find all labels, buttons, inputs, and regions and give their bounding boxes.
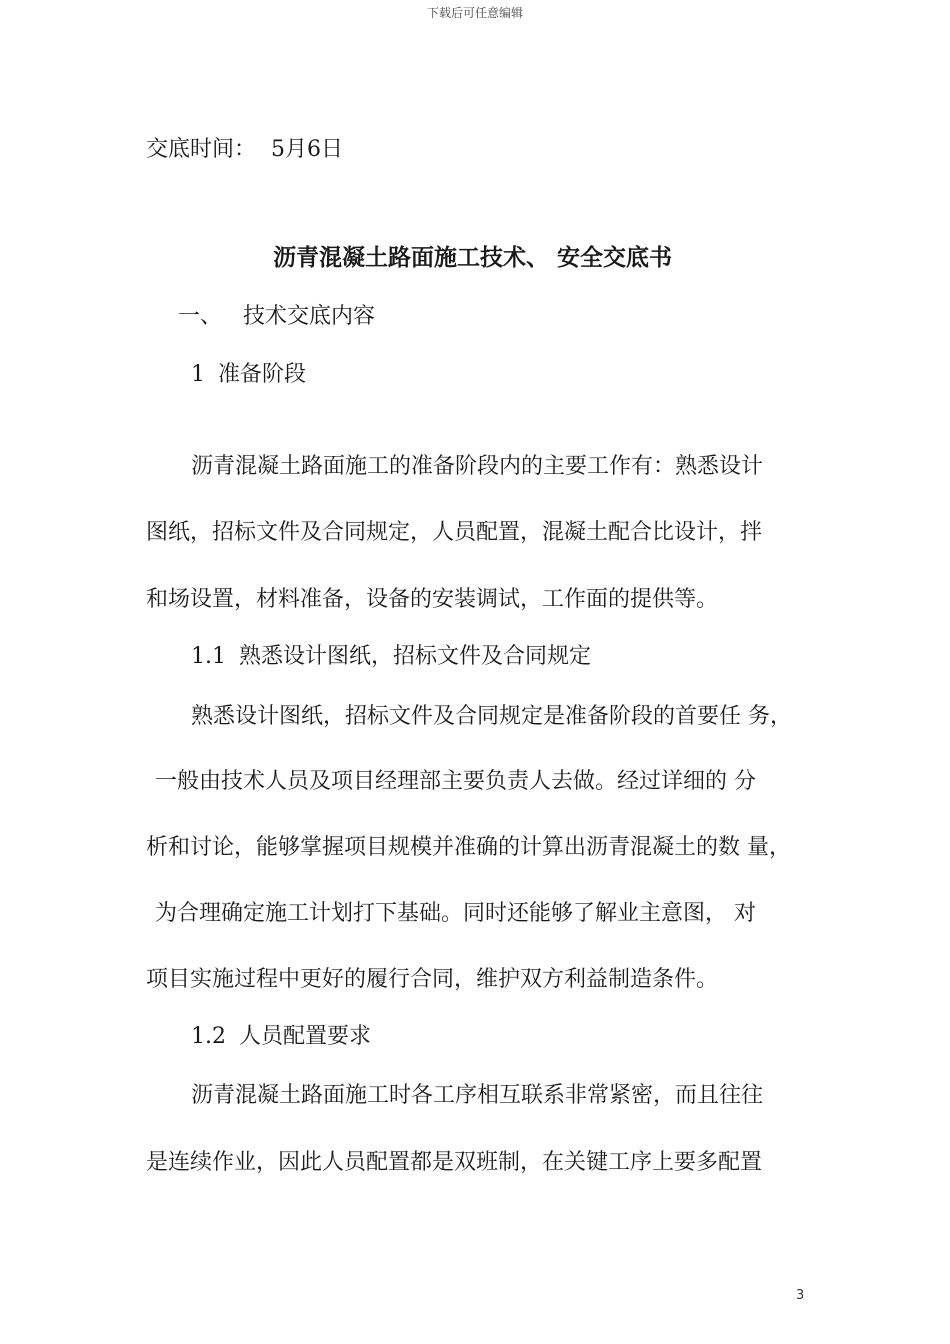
document-title: 沥青混凝土路面施工技术、 安全交底书	[273, 245, 673, 271]
paragraph-2-line-1: 熟悉设计图纸，招标文件及合同规定是准备阶段的首要任 务，	[191, 704, 792, 729]
subsection-heading-text: 人员配置要求	[239, 1024, 372, 1049]
subsection-number: 1.1	[191, 644, 226, 669]
date-line	[146, 135, 343, 165]
paragraph-2-line-5: 项目实施过程中更好的履行合同，维护双方利益制造条件。	[146, 967, 719, 992]
subsection-heading-1-1	[191, 642, 591, 672]
page-number: 3	[796, 1288, 805, 1303]
paragraph-2-line-3: 析和讨论，能够掌握项目规模并准确的计算出沥青混凝土的数 量，	[146, 835, 791, 860]
paragraph-3-line-1: 沥青混凝土路面施工时各工序相互联系非常紧密，而且往往	[191, 1083, 764, 1108]
subsection-number: 1	[191, 362, 205, 387]
subsection-heading-text: 熟悉设计图纸，招标文件及合同规定	[239, 644, 592, 669]
subsection-heading-1	[191, 360, 306, 390]
section-heading-text: 技术交底内容	[243, 304, 376, 329]
paragraph-2-line-2: 一般由技术人员及项目经理部主要负责人去做。经过详细的 分	[155, 769, 756, 794]
date-value: 5月6日	[271, 137, 344, 162]
paragraph-3-line-2: 是连续作业，因此人员配置都是双班制，在关键工序上要多配置	[146, 1150, 763, 1175]
date-label: 交底时间：	[146, 137, 257, 162]
header-note: 下载后可任意编辑	[426, 6, 523, 20]
paragraph-1-line-2: 图纸，招标文件及合同规定，人员配置，混凝土配合比设计，拌	[146, 520, 763, 545]
paragraph-1-line-1: 沥青混凝土路面施工的准备阶段内的主要工作有：熟悉设计	[191, 454, 764, 479]
paragraph-2-line-4: 为合理确定施工计划打下基础。同时还能够了解业主意图， 对	[155, 901, 756, 926]
section-heading-1	[178, 302, 375, 332]
subsection-heading-1-2	[191, 1022, 371, 1052]
section-marker: 一、	[178, 304, 223, 329]
subsection-number: 1.2	[191, 1024, 226, 1049]
subsection-heading-text: 准备阶段	[218, 362, 307, 387]
paragraph-1-line-3: 和场设置，材料准备，设备的安装调试，工作面的提供等。	[146, 587, 719, 612]
